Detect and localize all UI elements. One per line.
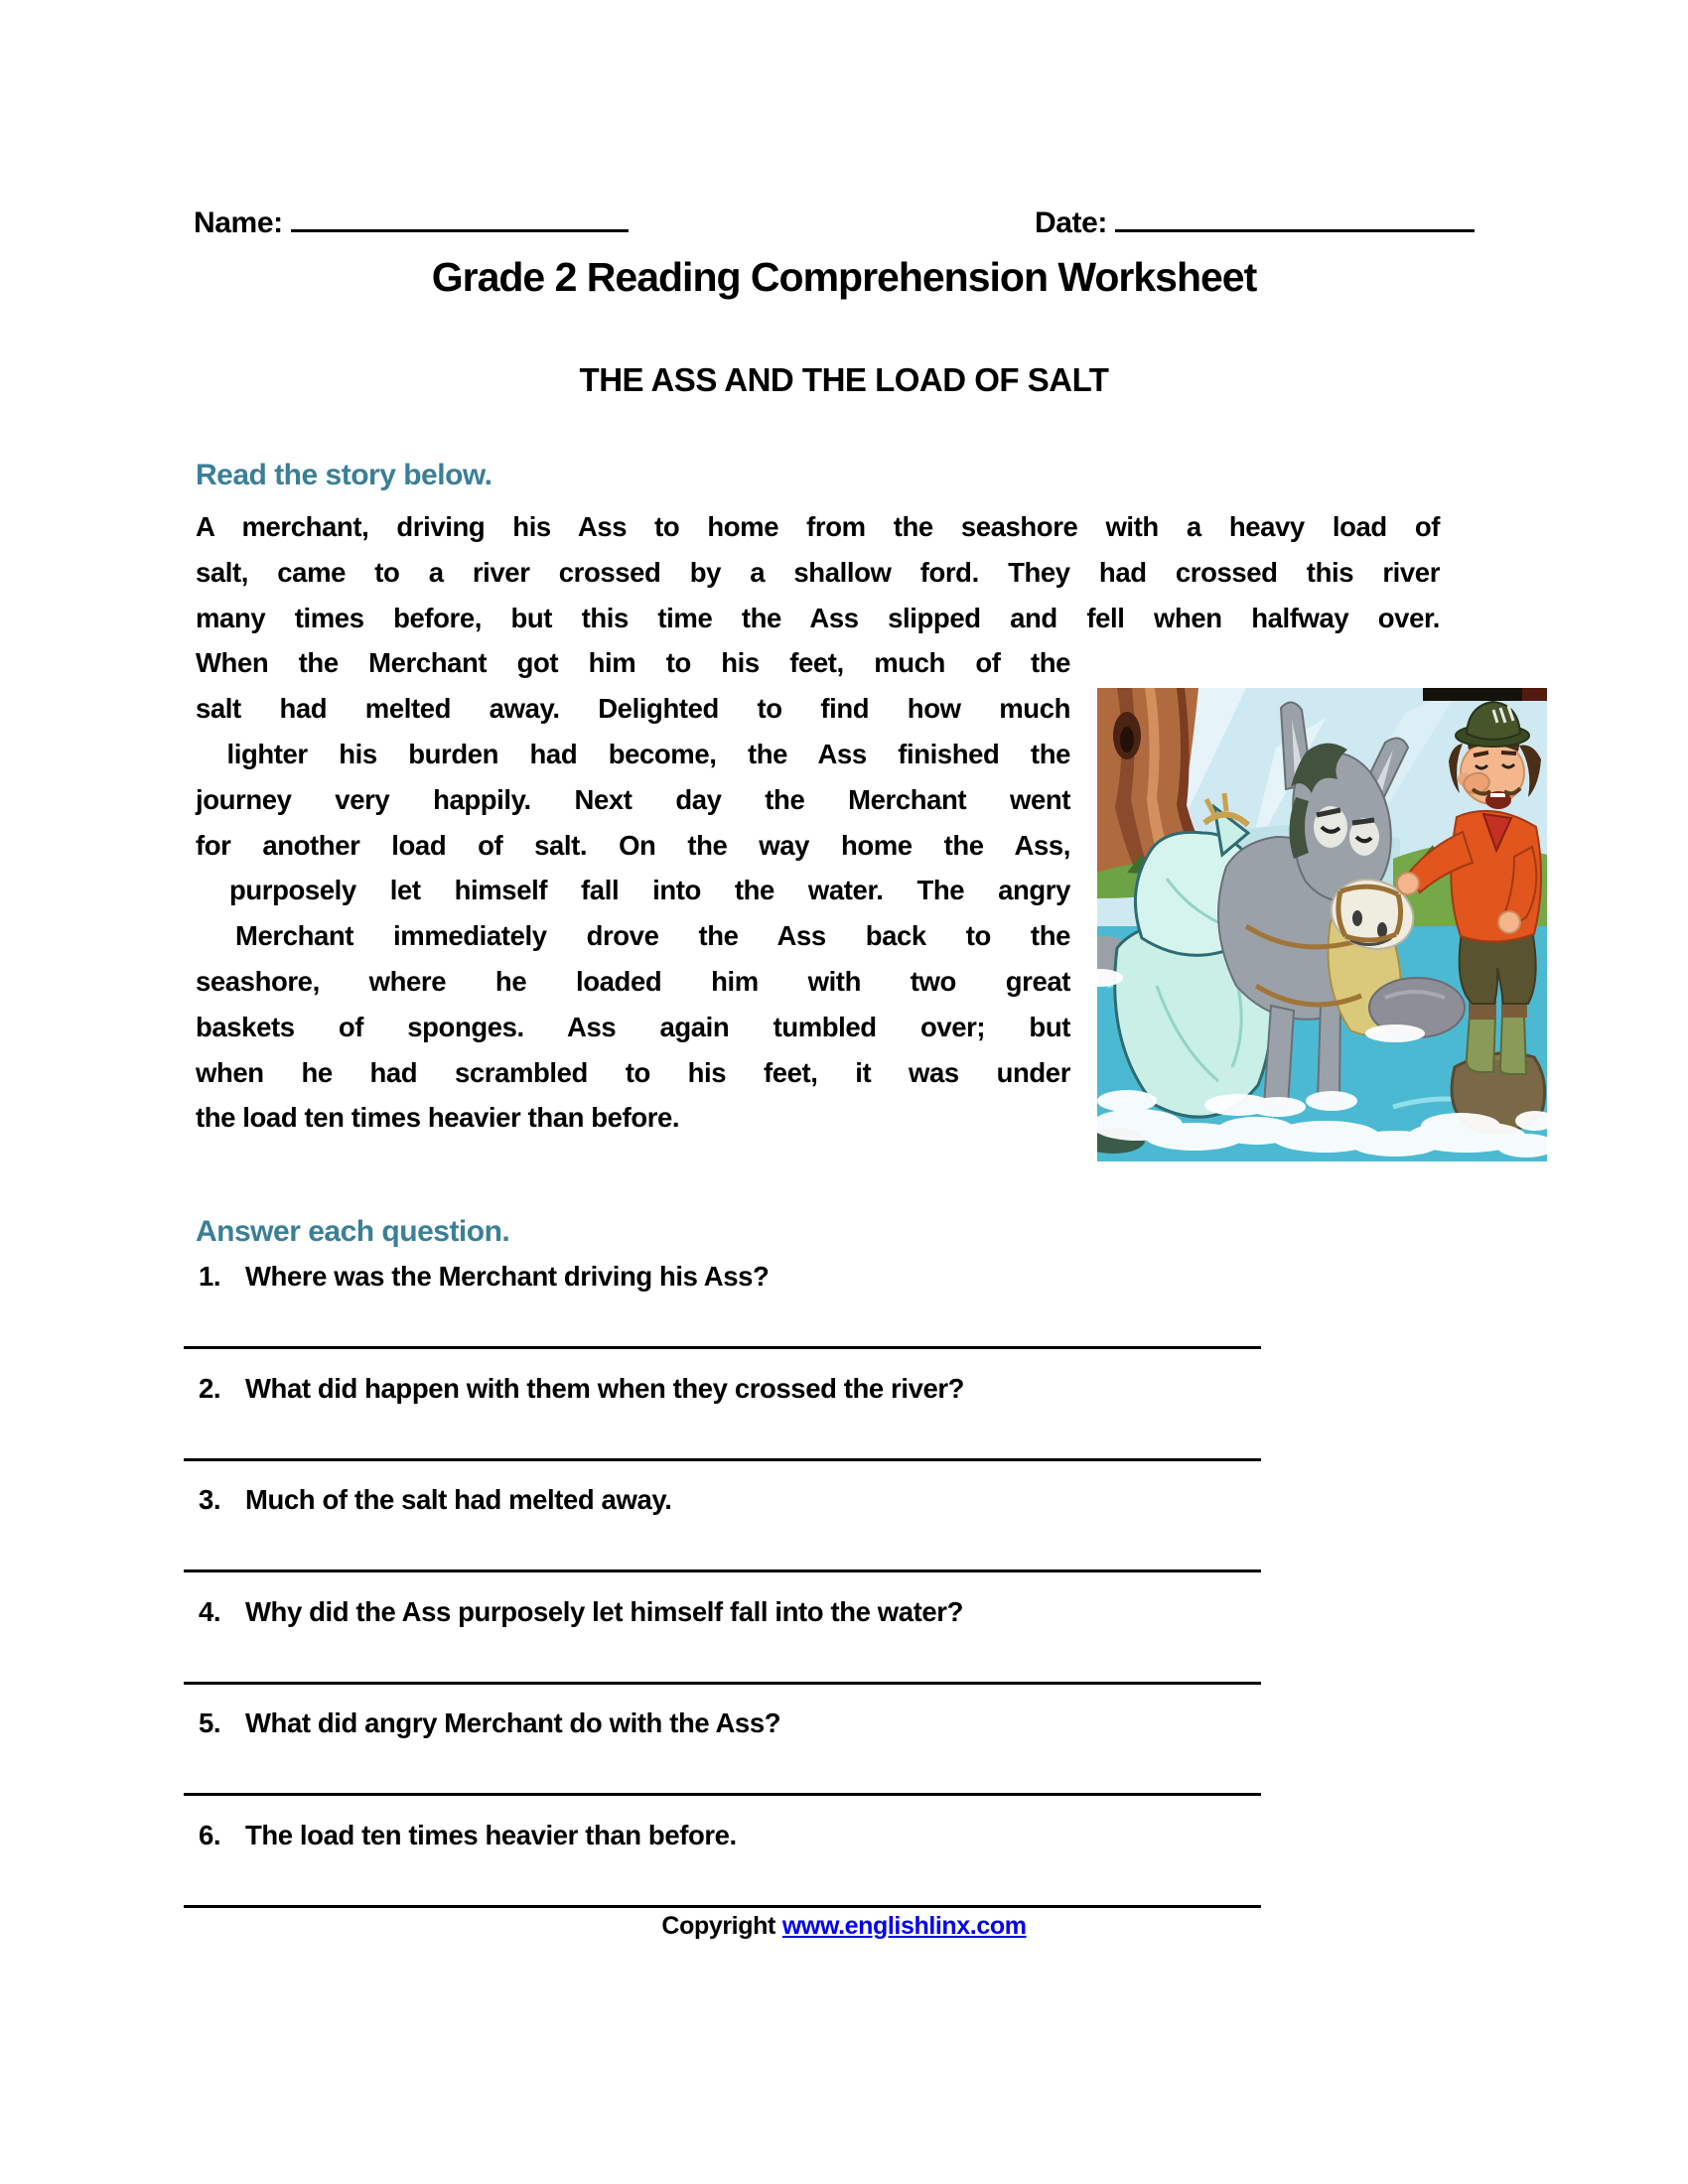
question-text: Where was the Merchant driving his Ass? xyxy=(245,1261,770,1292)
story-line: Merchant immediately drove the Ass back to the xyxy=(196,920,1070,952)
date-label: Date: xyxy=(1035,206,1108,239)
question-row xyxy=(184,1482,1261,1518)
question-text: Why did the Ass purposely let himself fall into the water? xyxy=(245,1595,963,1627)
question-number: 1. xyxy=(199,1261,221,1292)
question-row xyxy=(184,1594,1261,1630)
answer-blank-line xyxy=(184,1458,1261,1461)
date-field xyxy=(1035,202,1475,240)
question-text: What did happen with them when they crossed the river? xyxy=(245,1372,965,1404)
story-line: salt had melted away. Delighted to find how much xyxy=(196,693,1070,725)
name-blank-line xyxy=(291,202,629,232)
question-block xyxy=(184,1482,1261,1594)
story-line: A merchant, driving his Ass to home from the seashore with a heavy load of xyxy=(196,511,1440,542)
story-line: when he had scrambled to his feet, it was under xyxy=(196,1056,1070,1088)
englishlinx-link[interactable]: www.englishlinx.com xyxy=(781,1912,1027,1940)
question-block xyxy=(184,1259,1261,1371)
question-number: 4. xyxy=(199,1595,221,1627)
answer-blank-line xyxy=(184,1682,1261,1685)
question-block xyxy=(184,1594,1261,1706)
question-block xyxy=(184,1371,1261,1483)
story-line: baskets of sponges. Ass again tumbled over; but xyxy=(196,1011,1070,1042)
story-line: many times before, but this time the Ass slipped and fell when halfway over. xyxy=(196,602,1440,633)
question-block xyxy=(184,1706,1261,1818)
answer-blank-line xyxy=(184,1793,1261,1796)
story-line: salt, came to a river crossed by a shallow ford. They had crossed this river xyxy=(196,556,1440,588)
page-title: Grade 2 Reading Comprehension Worksheet xyxy=(431,254,1257,300)
question-number: 5. xyxy=(199,1707,221,1738)
copyright-label: Copyright xyxy=(661,1912,775,1940)
story-line: the load ten times heavier than before. xyxy=(196,1102,680,1134)
name-label: Name: xyxy=(194,206,283,239)
question-row xyxy=(184,1371,1261,1407)
date-blank-line xyxy=(1115,202,1475,232)
story-title: THE ASS AND THE LOAD OF SALT xyxy=(579,361,1109,398)
story-line: journey very happily. Next day the Merchant went xyxy=(196,783,1070,815)
question-number: 2. xyxy=(199,1372,221,1404)
story-line: lighter his burden had become, the Ass finished the xyxy=(196,738,1070,769)
story-wrapped-column xyxy=(196,640,1070,1141)
answer-blank-line xyxy=(184,1570,1261,1572)
questions-list xyxy=(184,1259,1261,1929)
question-row xyxy=(184,1818,1261,1853)
merchant-donkey-illustration xyxy=(1097,688,1547,1161)
story-line: seashore, where he loaded him with two great xyxy=(196,965,1070,997)
name-field xyxy=(194,202,629,240)
read-story-heading: Read the story below. xyxy=(196,459,492,491)
question-text: The load ten times heavier than before. xyxy=(245,1819,737,1850)
story-illustration xyxy=(1097,688,1547,1161)
question-text: Much of the salt had melted away. xyxy=(245,1484,672,1515)
question-row xyxy=(184,1706,1261,1741)
question-text: What did angry Merchant do with the Ass? xyxy=(245,1707,781,1738)
question-number: 3. xyxy=(199,1484,221,1515)
question-row xyxy=(184,1259,1261,1295)
story-line: purposely let himself fall into the water. The angry xyxy=(196,875,1070,906)
story-line: When the Merchant got him to his feet, much of the xyxy=(196,647,1070,679)
answer-blank-line xyxy=(184,1346,1261,1349)
copyright-footer xyxy=(0,1912,1688,1941)
question-number: 6. xyxy=(199,1819,221,1850)
story-line: for another load of salt. On the way home the Ass, xyxy=(196,829,1070,861)
answer-blank-line xyxy=(184,1905,1261,1908)
answer-questions-heading: Answer each question. xyxy=(196,1215,510,1248)
